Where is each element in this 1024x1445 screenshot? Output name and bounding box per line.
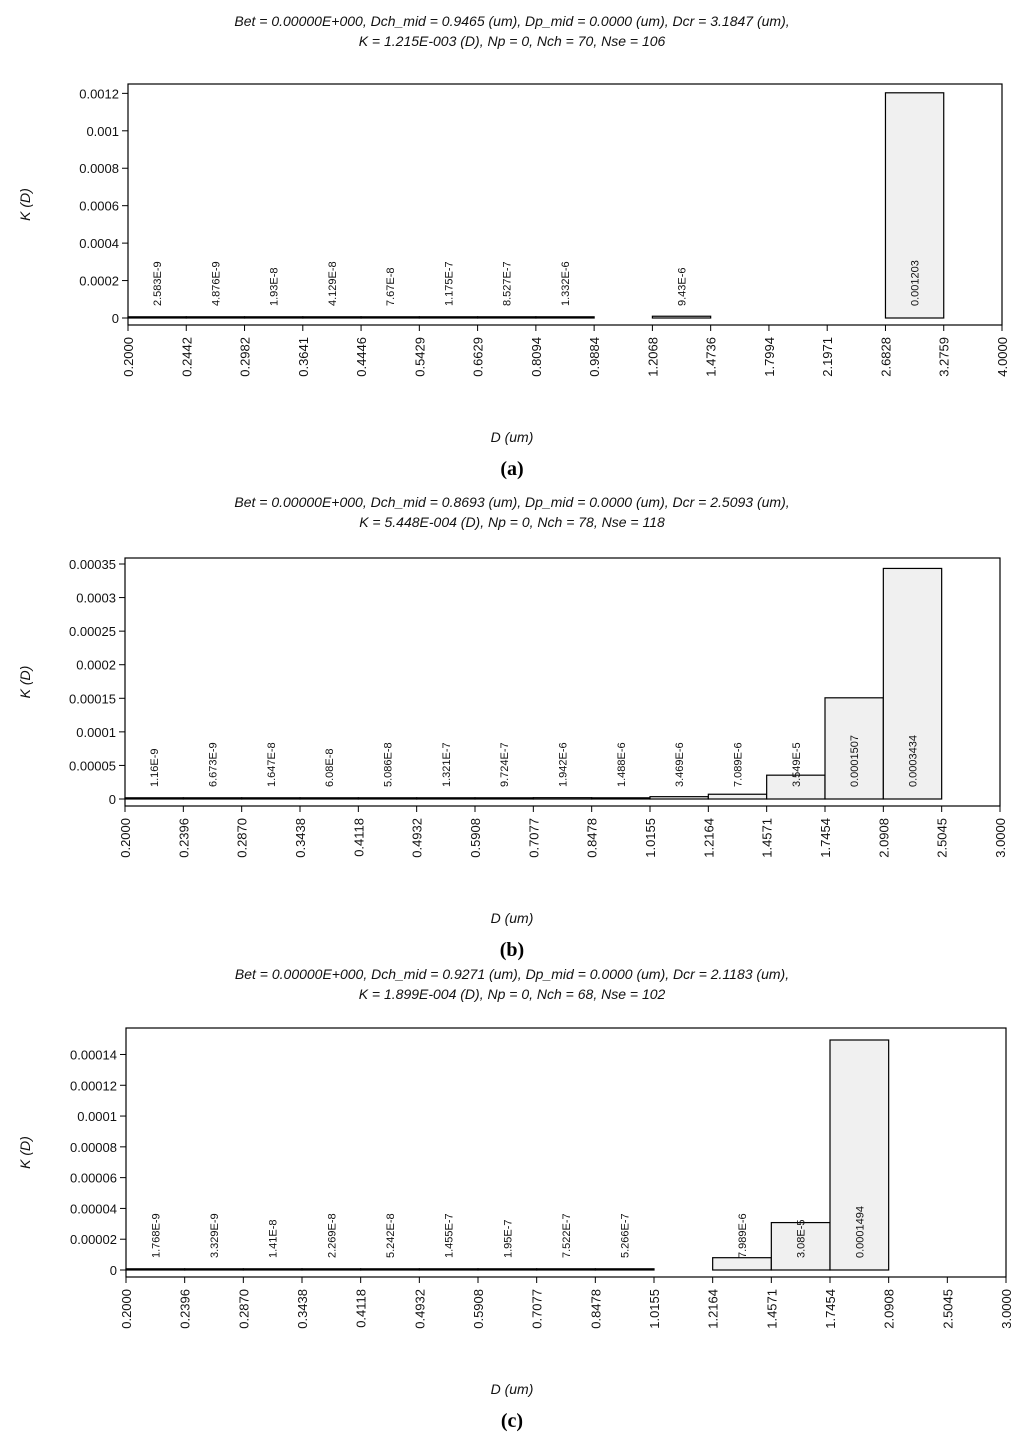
x-tick-label: 0.8094: [528, 337, 544, 377]
x-axis-title: D (um): [490, 1381, 534, 1397]
x-tick-label: 0.7077: [526, 818, 542, 858]
x-tick-label: 1.2068: [645, 337, 661, 377]
x-tick-label: 0.3438: [293, 818, 308, 858]
bar-data-label: 1.321E-7: [440, 742, 453, 787]
x-tick-label: 1.4571: [759, 818, 775, 858]
x-tick-label: 3.2759: [936, 337, 952, 377]
bar-data-label: 1.455E-7: [443, 1213, 456, 1258]
x-tick-label: 0.4118: [351, 818, 367, 857]
bar-data-label: 1.488E-6: [615, 742, 628, 787]
y-tick-label: 0.0003: [76, 590, 116, 606]
x-tick-label: 0.2396: [176, 818, 192, 858]
x-tick-label: 4.0000: [995, 337, 1010, 377]
x-tick-label: 0.8478: [588, 1289, 604, 1329]
bar: [475, 798, 533, 799]
x-tick-label: 1.7994: [761, 337, 777, 377]
x-tick-label: 0.5908: [468, 818, 483, 858]
bar: [533, 798, 591, 799]
bar: [419, 317, 477, 318]
bar-data-label: 7.989E-6: [737, 1213, 749, 1258]
y-tick-label: 0.001: [86, 123, 119, 139]
bar-data-label: 6.08E-8: [324, 748, 337, 787]
y-axis-title: K (D): [17, 665, 33, 699]
bar: [302, 1269, 361, 1270]
x-tick-label: 0.2000: [121, 337, 136, 377]
bar: [243, 1269, 302, 1270]
x-tick-label: 0.2000: [119, 1289, 134, 1329]
x-tick-label: 0.3438: [295, 1289, 310, 1329]
chart-c: [17, 966, 1014, 1432]
chart-header-line2: K = 1.899E-004 (D), Np = 0, Nch = 68, Nse = 102: [358, 986, 666, 1002]
bar-data-label: 0.0003434: [907, 735, 920, 787]
y-tick-label: 0.00008: [70, 1139, 117, 1155]
bar: [537, 1269, 596, 1270]
x-tick-label: 1.0155: [647, 1289, 662, 1329]
bar-data-label: 1.768E-9: [150, 1213, 163, 1258]
bar-data-label: 1.93E-8: [268, 267, 281, 306]
bar-data-label: 7.522E-7: [561, 1213, 573, 1258]
x-tick-label: 3.0000: [999, 1289, 1014, 1329]
x-tick-label: 0.5429: [412, 337, 428, 377]
bar-data-label: 3.549E-5: [790, 742, 803, 787]
x-tick-label: 0.6629: [470, 336, 486, 377]
bar: [652, 316, 710, 318]
x-tick-label: 0.9884: [587, 337, 603, 377]
x-tick-label: 1.2164: [701, 818, 717, 858]
chart-header-line2: K = 1.215E-003 (D), Np = 0, Nch = 70, Nse = 106: [358, 33, 666, 49]
x-tick-label: 0.5908: [471, 1289, 486, 1329]
chart-header-line1: Bet = 0.00000E+000, Dch_mid = 0.8693 (um), Dp_mid = 0.0000 (um), Dcr = 2.5093 (um),: [234, 494, 790, 510]
bar: [592, 798, 650, 799]
bar-data-label: 0.001203: [909, 260, 922, 306]
y-axis-title: K (D): [17, 1136, 33, 1169]
x-tick-label: 3.0000: [993, 818, 1008, 858]
bar: [303, 317, 361, 318]
bar: [417, 798, 475, 799]
bar: [128, 317, 186, 318]
x-tick-label: 2.0908: [881, 1289, 897, 1329]
y-tick-label: 0.0002: [76, 657, 116, 673]
bar-data-label: 1.95E-7: [502, 1219, 515, 1258]
bar-data-label: 1.16E-9: [149, 748, 162, 787]
bar: [242, 798, 300, 799]
bar: [713, 1258, 772, 1270]
x-tick-label: 0.2396: [177, 1289, 193, 1329]
bar-data-label: 3.329E-9: [209, 1213, 221, 1258]
bar: [478, 317, 536, 318]
y-tick-label: 0.0008: [79, 161, 119, 177]
bar-data-label: 6.673E-9: [207, 742, 220, 787]
x-tick-label: 2.0908: [876, 818, 892, 858]
y-tick-label: 0.00012: [70, 1078, 117, 1094]
y-tick-label: 0.00002: [70, 1232, 117, 1248]
x-axis-title: D (um): [490, 910, 534, 926]
x-tick-label: 0.2442: [179, 337, 195, 377]
chart-caption: (c): [500, 1410, 524, 1432]
bar-data-label: 2.269E-8: [326, 1213, 339, 1258]
y-axis-title: K (D): [17, 188, 33, 221]
bar-data-label: 3.469E-6: [674, 742, 687, 787]
bar: [650, 797, 708, 799]
y-tick-label: 0.0006: [79, 198, 119, 214]
y-tick-label: 0.00006: [70, 1170, 117, 1186]
bar-data-label: 3.08E-5: [795, 1219, 808, 1258]
y-tick-label: 0.0001: [76, 724, 116, 740]
bar-data-label: 9.43E-6: [676, 267, 689, 306]
x-tick-label: 0.2870: [234, 818, 250, 858]
bar-data-label: 5.086E-8: [382, 742, 395, 787]
x-tick-label: 1.7454: [818, 818, 833, 858]
y-tick-label: 0.0001: [77, 1109, 117, 1125]
x-tick-label: 0.2982: [237, 337, 253, 377]
bar: [186, 317, 244, 318]
bar: [361, 317, 419, 318]
bar: [361, 1269, 420, 1270]
x-tick-label: 0.2000: [118, 818, 133, 858]
bar: [185, 1269, 244, 1270]
x-tick-label: 1.2164: [705, 1289, 721, 1329]
bar-data-label: 1.175E-7: [443, 261, 456, 306]
x-tick-label: 0.7077: [529, 1289, 545, 1329]
bar-data-label: 5.242E-8: [385, 1213, 397, 1258]
bar-data-label: 1.332E-6: [560, 261, 572, 306]
chart-caption: (a): [500, 458, 524, 480]
bar: [183, 798, 241, 799]
y-tick-label: 0.00025: [69, 624, 116, 640]
x-tick-label: 0.8478: [584, 818, 600, 858]
x-tick-label: 0.4446: [354, 337, 370, 377]
bar-data-label: 2.583E-9: [152, 261, 165, 306]
x-tick-label: 1.0155: [643, 818, 658, 858]
bar: [358, 798, 416, 799]
x-tick-label: 1.4571: [764, 1289, 780, 1329]
x-tick-label: 2.6828: [878, 337, 894, 377]
x-tick-label: 0.4932: [409, 818, 425, 858]
bar: [125, 798, 183, 799]
x-tick-label: 2.5045: [940, 1289, 956, 1329]
bar-data-label: 9.724E-7: [499, 742, 512, 787]
x-tick-label: 1.7454: [823, 1289, 838, 1329]
y-tick-label: 0.00004: [70, 1201, 117, 1217]
bar: [300, 798, 358, 799]
x-tick-label: 0.4118: [353, 1289, 369, 1328]
y-tick-label: 0.00005: [69, 758, 116, 774]
x-tick-label: 2.1971: [820, 337, 836, 377]
x-tick-label: 0.2870: [236, 1289, 252, 1329]
bar-data-label: 1.647E-8: [265, 742, 278, 787]
y-tick-label: 0.00014: [70, 1047, 117, 1063]
chart-b: [17, 494, 1008, 961]
bar: [245, 317, 303, 318]
x-tick-label: 0.3641: [295, 337, 311, 377]
bar: [126, 1269, 185, 1270]
y-tick-label: 0.00035: [69, 557, 116, 572]
bar: [478, 1269, 537, 1270]
y-tick-label: 0.0012: [79, 86, 119, 102]
bar: [536, 317, 594, 318]
y-tick-label: 0: [108, 792, 116, 807]
bar-data-label: 0.0001494: [854, 1206, 867, 1258]
bar-data-label: 5.266E-7: [619, 1213, 632, 1258]
bar-data-label: 1.41E-8: [267, 1219, 280, 1258]
chart-header-line2: K = 5.448E-004 (D), Np = 0, Nch = 78, Nse = 118: [359, 514, 665, 530]
x-tick-label: 0.4932: [412, 1289, 428, 1329]
bar-data-label: 1.942E-6: [557, 742, 570, 787]
bar: [419, 1269, 478, 1270]
bar-data-label: 8.527E-7: [501, 261, 514, 306]
y-tick-label: 0: [111, 311, 119, 326]
bar-data-label: 4.876E-9: [210, 261, 223, 306]
y-tick-label: 0: [109, 1263, 117, 1278]
x-tick-label: 2.5045: [934, 818, 950, 858]
bar-data-label: 7.67E-8: [385, 267, 398, 306]
y-tick-label: 0.00015: [69, 691, 116, 707]
bar: [595, 1269, 654, 1270]
chart-header-line1: Bet = 0.00000E+000, Dch_mid = 0.9465 (um), Dp_mid = 0.0000 (um), Dcr = 3.1847 (um),: [234, 13, 790, 29]
chart-a: [17, 13, 1010, 480]
x-axis-title: D (um): [490, 429, 534, 445]
bar-data-label: 7.089E-6: [732, 742, 745, 787]
chart-caption: (b): [499, 939, 525, 961]
chart-header-line1: Bet = 0.00000E+000, Dch_mid = 0.9271 (um), Dp_mid = 0.0000 (um), Dcr = 2.1183 (um),: [234, 966, 790, 982]
bar: [708, 794, 766, 799]
x-tick-label: 1.4736: [703, 337, 719, 377]
y-tick-label: 0.0002: [79, 273, 119, 289]
y-tick-label: 0.0004: [79, 236, 119, 252]
bar-data-label: 0.0001507: [849, 735, 862, 787]
bar-data-label: 4.129E-8: [326, 261, 339, 306]
